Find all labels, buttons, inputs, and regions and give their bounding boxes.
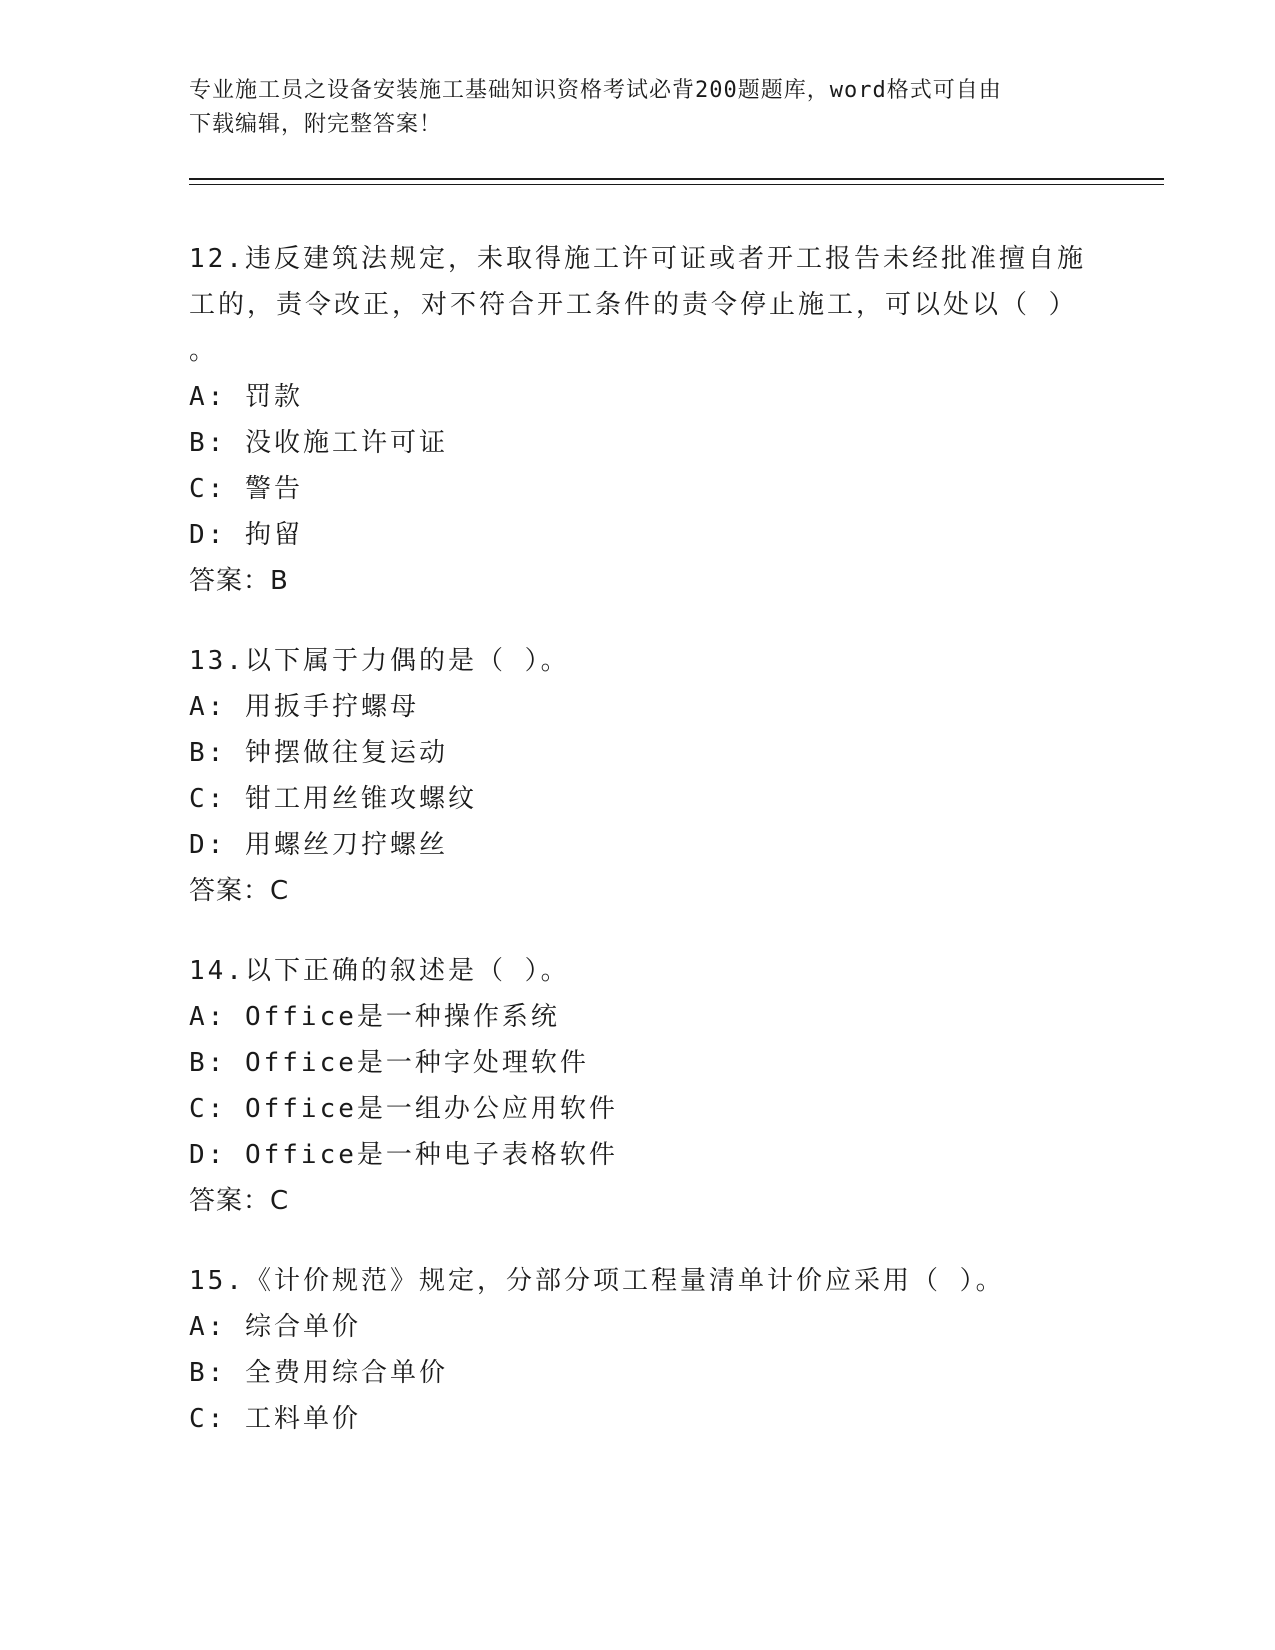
- option-a: A: 用扳手拧螺母: [189, 692, 419, 722]
- question-14: [189, 948, 1089, 1224]
- question-stem-line: 13.以下属于力偶的是（ ）。: [189, 646, 570, 676]
- question-stem-line: 15.《计价规范》规定，分部分项工程量清单计价应采用（ ）。: [189, 1266, 1005, 1296]
- option-a: A: Office是一种操作系统: [189, 1002, 560, 1032]
- answer-line: 答案：C: [189, 1186, 290, 1216]
- question-stem-line: 。: [189, 336, 219, 366]
- option-a: A: 综合单价: [189, 1312, 361, 1342]
- question-list: [189, 236, 1089, 1476]
- option-d: D: 拘留: [189, 520, 303, 550]
- option-c: C: 钳工用丝锥攻螺纹: [189, 784, 477, 814]
- question-stem-line: 14.以下正确的叙述是（ ）。: [189, 956, 570, 986]
- header-divider-thin: [189, 184, 1164, 185]
- question-12: [189, 236, 1089, 604]
- document-header: [189, 74, 1089, 142]
- option-b: B: 没收施工许可证: [189, 428, 448, 458]
- header-divider-thick: [189, 178, 1164, 180]
- option-d: D: Office是一种电子表格软件: [189, 1140, 618, 1170]
- option-d: D: 用螺丝刀拧螺丝: [189, 830, 448, 860]
- answer-line: 答案：B: [189, 566, 289, 596]
- option-a: A: 罚款: [189, 382, 303, 412]
- answer-line: 答案：C: [189, 876, 290, 906]
- option-b: B: Office是一种字处理软件: [189, 1048, 589, 1078]
- question-13: [189, 638, 1089, 914]
- option-c: C: Office是一组办公应用软件: [189, 1094, 618, 1124]
- question-15: [189, 1258, 1089, 1442]
- header-line-1: 专业施工员之设备安装施工基础知识资格考试必背200题题库，word格式可自由: [189, 78, 1002, 103]
- option-b: B: 钟摆做往复运动: [189, 738, 448, 768]
- question-stem-line: 工的，责令改正，对不符合开工条件的责令停止施工，可以处以（ ）: [189, 290, 1078, 320]
- option-c: C: 工料单价: [189, 1404, 361, 1434]
- question-stem-line: 12.违反建筑法规定，未取得施工许可证或者开工报告未经批准擅自施: [189, 244, 1086, 274]
- option-b: B: 全费用综合单价: [189, 1358, 448, 1388]
- header-line-2: 下载编辑，附完整答案！: [189, 112, 443, 137]
- option-c: C: 警告: [189, 474, 303, 504]
